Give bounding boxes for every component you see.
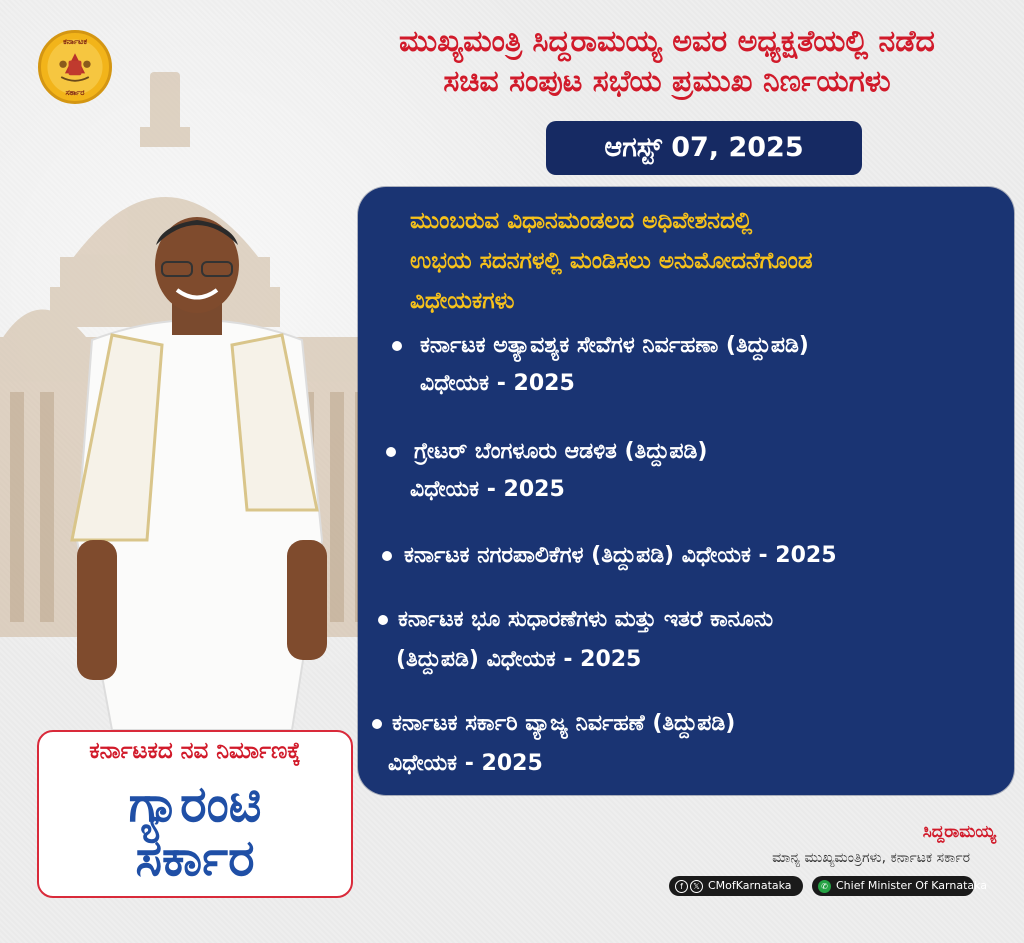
slogan-line-2: ಸರ್ಕಾರ: [135, 829, 255, 887]
panel-heading-line-2: ಉಭಯ ಸದನಗಳಲ್ಲಿ ಮಂಡಿಸಲು ಅನುಮೋದನೆಗೊಂಡ: [410, 248, 813, 274]
bill-item: [358, 601, 998, 681]
designation-text: ಮಾನ್ಯ ಮುಖ್ಯಮಂತ್ರಿಗಳು, ಕರ್ನಾಟಕ ಸರ್ಕಾರ: [772, 850, 970, 866]
decisions-panel: [358, 187, 1014, 795]
title-line-2: ಸಚಿವ ಸಂಪುಟ ಸಭೆಯ ಪ್ರಮುಖ ನಿರ್ಣಯಗಳು: [443, 64, 891, 99]
guarantee-slogan-box: [37, 730, 353, 898]
bullet-icon: [386, 447, 396, 457]
whatsapp-channel-badge[interactable]: [812, 876, 988, 896]
bill-text-line-1: ಕರ್ನಾಟಕ ಸರ್ಕಾರಿ ವ್ಯಾಜ್ಯ ನಿರ್ವಹಣೆ (ತಿದ್ದುಪಡಿ): [392, 711, 736, 736]
bill-text-line-1: ಕರ್ನಾಟಕ ಅತ್ಯಾವಶ್ಯಕ ಸೇವೆಗಳ ನಿರ್ವಹಣಾ (ತಿದ್ದುಪಡಿ): [420, 333, 809, 358]
panel-heading-line-1: ಮುಂಬರುವ ವಿಧಾನಮಂಡಲದ ಅಧಿವೇಶನದಲ್ಲಿ: [410, 208, 753, 234]
bill-item: [358, 705, 998, 785]
facebook-icon: f: [675, 880, 688, 893]
emblem-text-top: ಕರ್ನಾಟಕ: [63, 37, 87, 46]
signature-name: ಸಿದ್ದರಾಮಯ್ಯ: [922, 822, 996, 842]
bill-text-line-2: (ತಿದ್ದುಪಡಿ) ವಿಧೇಯಕ - 2025: [396, 647, 642, 672]
whatsapp-icon: ✆: [818, 880, 831, 893]
bill-item: [358, 327, 998, 407]
bullet-icon: [372, 719, 382, 729]
page-title: [338, 22, 996, 102]
bill-text-line-1: ಗ್ರೇಟರ್ ಬೆಂಗಳೂರು ಆಡಳಿತ (ತಿದ್ದುಪಡಿ): [414, 439, 708, 464]
date-badge: ಆಗಸ್ಟ್ 07, 2025: [546, 121, 862, 175]
bill-text-line-2: ವಿಧೇಯಕ - 2025: [410, 477, 565, 502]
social-handle-text: CMofKarnataka: [708, 879, 792, 892]
panel-heading: [410, 201, 990, 321]
panel-heading-line-3: ವಿಧೇಯಕಗಳು: [410, 288, 515, 314]
bullet-icon: [378, 615, 388, 625]
title-line-1: ಮುಖ್ಯಮಂತ್ರಿ ಸಿದ್ದರಾಮಯ್ಯ ಅವರ ಅಧ್ಯಕ್ಷತೆಯಲ್ಲಿ ನಡೆದ: [399, 24, 935, 59]
social-handle-badge[interactable]: [669, 876, 803, 896]
bill-item: [358, 537, 998, 577]
bill-text-line-2: ವಿಧೇಯಕ - 2025: [420, 371, 575, 396]
bill-item: [358, 433, 998, 513]
slogan-line-1: ಗ್ಯಾರಂಟಿ: [128, 775, 262, 833]
whatsapp-channel-text: Chief Minister Of Karnataka: [836, 879, 988, 892]
bill-text-line-2: ವಿಧೇಯಕ - 2025: [388, 751, 543, 776]
bullet-icon: [392, 341, 402, 351]
bill-text-line-1: ಕರ್ನಾಟಕ ಭೂ ಸುಧಾರಣೆಗಳು ಮತ್ತು ಇತರೆ ಕಾನೂನು: [398, 607, 774, 632]
chief-minister-photo: [52, 210, 342, 735]
bill-text-line-1: ಕರ್ನಾಟಕ ನಗರಪಾಲಿಕೆಗಳ (ತಿದ್ದುಪಡಿ) ವಿಧೇಯಕ - 2025: [404, 543, 837, 568]
bullet-icon: [382, 551, 392, 561]
x-icon: 𝕏: [690, 880, 703, 893]
slogan-tagline: ಕರ್ನಾಟಕದ ನವ ನಿರ್ಮಾಣಕ್ಕೆ: [89, 738, 301, 764]
emblem-text-bottom: ಸರ್ಕಾರ: [65, 88, 85, 97]
